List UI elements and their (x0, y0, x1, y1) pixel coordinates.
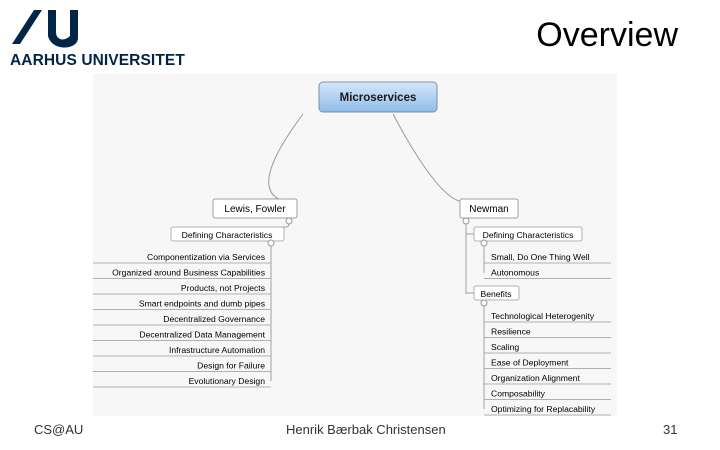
left-author-label: Lewis, Fowler (224, 204, 286, 215)
footer-author: Henrik Bærbak Christensen (286, 422, 446, 437)
left-author-node[interactable] (213, 199, 297, 218)
benefits-toggle[interactable] (481, 300, 487, 306)
left-characteristic-2[interactable]: Organized around Business Capabilities (112, 267, 265, 278)
slide-title: Overview (536, 16, 678, 54)
left-characteristics-label: Defining Characteristics (181, 230, 273, 240)
left-characteristic-9[interactable]: Evolutionary Design (188, 376, 265, 386)
left-characteristic-8[interactable]: Design for Failure (197, 360, 265, 371)
mindmap (93, 74, 617, 416)
benefit-1[interactable]: Technological Heterogenity (491, 311, 595, 321)
right-author-label: Newman (469, 204, 509, 215)
benefit-5[interactable]: Organization Alignment (491, 373, 580, 383)
right-characteristics-toggle[interactable] (481, 240, 487, 246)
benefits-node[interactable] (474, 286, 519, 300)
footer-page-number: 31 (663, 422, 678, 437)
left-characteristics-node[interactable] (171, 227, 284, 241)
root-label: Microservices (339, 92, 417, 104)
benefit-3[interactable]: Scaling (491, 342, 520, 352)
left-characteristic-4[interactable]: Smart endpoints and dumb pipes (138, 298, 265, 309)
benefit-4[interactable]: Ease of Deployment (491, 357, 569, 368)
benefit-2[interactable]: Resilience (491, 326, 531, 337)
right-author-node[interactable] (460, 199, 518, 218)
right-collapse-toggle[interactable] (463, 218, 469, 224)
left-characteristic-5[interactable]: Decentralized Governance (163, 314, 265, 324)
benefit-6[interactable]: Composability (491, 388, 545, 399)
right-characteristics-node[interactable] (474, 227, 582, 241)
logo-wordmark: AARHUS UNIVERSITET (10, 52, 185, 69)
left-characteristic-3[interactable]: Products, not Projects (180, 283, 265, 293)
benefit-7[interactable]: Optimizing for Replacability (491, 404, 596, 414)
left-characteristic-1[interactable]: Componentization via Services (147, 252, 265, 262)
footer-course: CS@AU (34, 422, 84, 437)
benefits-label: Benefits (480, 289, 512, 299)
right-characteristics-label: Defining Characteristics (482, 230, 574, 240)
left-characteristic-6[interactable]: Decentralized Data Management (139, 329, 265, 340)
left-characteristic-7[interactable]: Infrastructure Automation (168, 345, 265, 355)
left-collapse-toggle[interactable] (286, 218, 292, 224)
right-characteristic-1[interactable]: Small, Do One Thing Well (491, 252, 590, 262)
left-characteristics-toggle[interactable] (268, 240, 274, 246)
right-characteristic-2[interactable]: Autonomous (491, 267, 540, 278)
root-node[interactable] (319, 82, 437, 112)
